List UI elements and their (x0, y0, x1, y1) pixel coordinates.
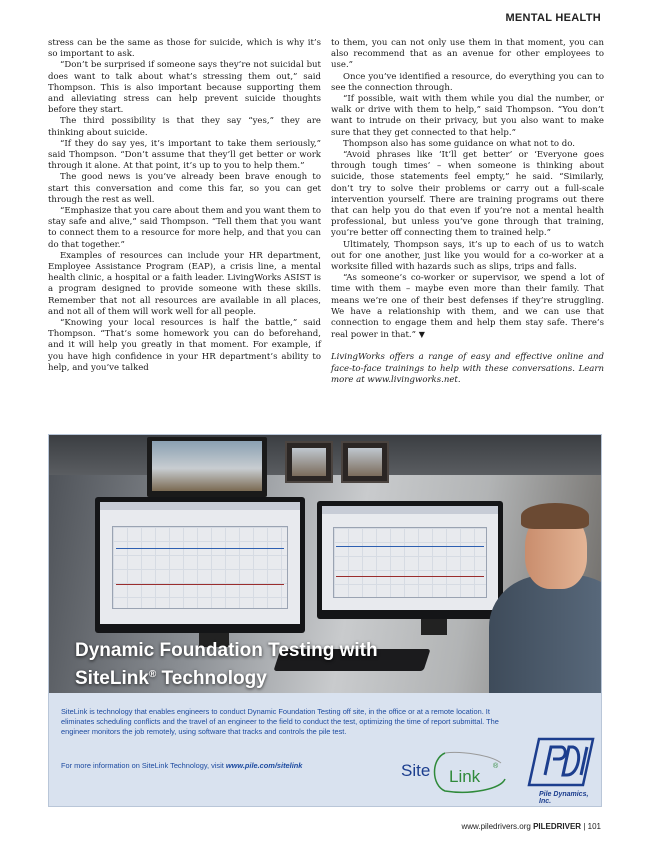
end-of-article-icon: ▼ (418, 330, 425, 340)
pile-dynamics-name: Pile Dynamics, Inc. (539, 791, 589, 805)
paragraph: The third possibility is that they say “yes,” they are thinking about suicide. (48, 116, 321, 138)
sitelink-logo-link: Link (449, 767, 481, 786)
page-number: 101 (587, 822, 601, 831)
sitelink-logo (401, 749, 511, 795)
wall-tv (147, 437, 267, 497)
section-label: MENTAL HEALTH (505, 12, 601, 24)
footer-url[interactable]: www.piledrivers.org (461, 822, 531, 831)
article-body (48, 38, 604, 386)
pdi-emblem-icon (525, 735, 597, 791)
monitor-right (317, 501, 503, 619)
paragraph: “Emphasize that you care about them and you want them to stay safe and alive,” said Thompson. “Tell them that you want to connect them to a resource for more help, and that you can do that together.” (48, 206, 321, 250)
paragraph: “If possible, wait with them while you dial the number, or walk or drive with them to help,” said Thompson. “You don’t want to intrude on their privacy, but you also want to make sure that they get connected to that help.” (331, 94, 604, 138)
monitor-left (95, 497, 305, 633)
sitelink-url-link[interactable]: www.pile.com/sitelink (225, 761, 303, 770)
ad-headline (75, 639, 378, 691)
tv-screen (152, 441, 262, 491)
page-footer (461, 822, 601, 831)
closing-note: LivingWorks offers a range of easy and effective online and face-to-face trainings to help with these conversations. Learn more at www.livingworks.net. (331, 352, 604, 385)
paragraph: “Don’t be surprised if someone says they’re not suicidal but does want to talk about what’s stressing them out,” said Thompson. This is also important because supporting them and alleviating stress can help prevent suicide thoughts before they start. (48, 60, 321, 116)
wall-picture (285, 441, 333, 483)
person (489, 575, 601, 693)
paragraph (331, 273, 604, 341)
headline-line-2: SiteLink (75, 668, 149, 689)
sitelink-logo-site: Site (401, 761, 431, 780)
ad-contact-prefix: For more information on SiteLink Technology, visit (61, 761, 226, 770)
paragraph: Examples of resources can include your HR department, Employee Assistance Program (EAP), a crisis line, a mental health clinic, a hospital or a faith leader. LivingWorks ASIST is a program designed to provide someone with these skills. Remember that not all resources are available in all places, and not all of them will work well for all people. (48, 250, 321, 317)
magazine-name: PILEDRIVER (533, 822, 582, 831)
paragraph: to them, you can not only use them in that moment, you can also recommend that as an avenue for other employees to use.” (331, 38, 604, 71)
office-photo (49, 435, 601, 693)
paragraph: The good news is you’ve already been brave enough to start this conversation and come this far, so you can get through the rest as well. (48, 172, 321, 205)
person-hair (521, 503, 589, 529)
paragraph: “If they do say yes, it’s important to take them seriously,” said Thompson. “Don’t assume that they’ll get better or work through it alone. At that point, it’s up to you to help them.” (48, 138, 321, 172)
paragraph: Ultimately, Thompson says, it’s up to each of us to watch out for one another, just like you would for a co-worker at a worksite filled with hazards such as slips, trips and falls. (331, 239, 604, 273)
paragraph: stress can be the same as those for suicide, which is why it’s so important to ask. (48, 38, 321, 60)
article-right-column (331, 38, 604, 386)
paragraph: Thompson also has some guidance on what not to do. (343, 138, 575, 149)
ad-body-text: SiteLink is technology that enables engineers to conduct Dynamic Foundation Testing off site, in the office or at a remote location. It eliminates scheduling conflicts and the travel of an engineer to the field to conduct the test, optimizing the time of report submittal. The engineer monitors the job remotely, using software that tracks and controls the pile test. (61, 707, 499, 736)
paragraph: “Avoid phrases like ‘It’ll get better’ or ‘Everyone goes through tough times’ – when someone is thinking about suicide, those statements feel empty,” he said. “Similarly, don’t try to solve their problems or carry out a full-scale intervention yourself. There are training programs out there that can help you do that even if you’re not a mental health professional, but unless you’ve gone through that training, you’re better off connecting them to trained help.” (331, 150, 604, 239)
paragraph: Once you’ve identified a resource, do everything you can to see the connection through. (331, 71, 604, 93)
paragraph: “Knowing your local resources is half the battle,” said Thompson. “That’s some homework you can do beforehand, and it will help you greatly in that moment. For example, if you have high confidence in your HR department’s ability to help, and you’ve talked (48, 318, 321, 373)
paragraph-text: “As someone’s co-worker or supervisor, we spend a lot of time with them – maybe even more than their family. That means we’re one of their best defenses if they’re struggling. We have a relationship with them, and we can use that connection to engage them and help them stay safe. There’s real power in that.” (331, 273, 604, 341)
registered-mark: ® (148, 669, 157, 680)
sitelink-advertisement (48, 434, 602, 807)
sitelink-logo-reg: ® (493, 763, 499, 770)
headline-line-2-end: Technology (156, 668, 267, 689)
ad-contact (61, 761, 302, 770)
footer-separator: | (583, 822, 586, 831)
wall-picture (341, 441, 389, 483)
headline-line-1: Dynamic Foundation Testing with (75, 640, 378, 661)
article-left-column (48, 38, 321, 386)
